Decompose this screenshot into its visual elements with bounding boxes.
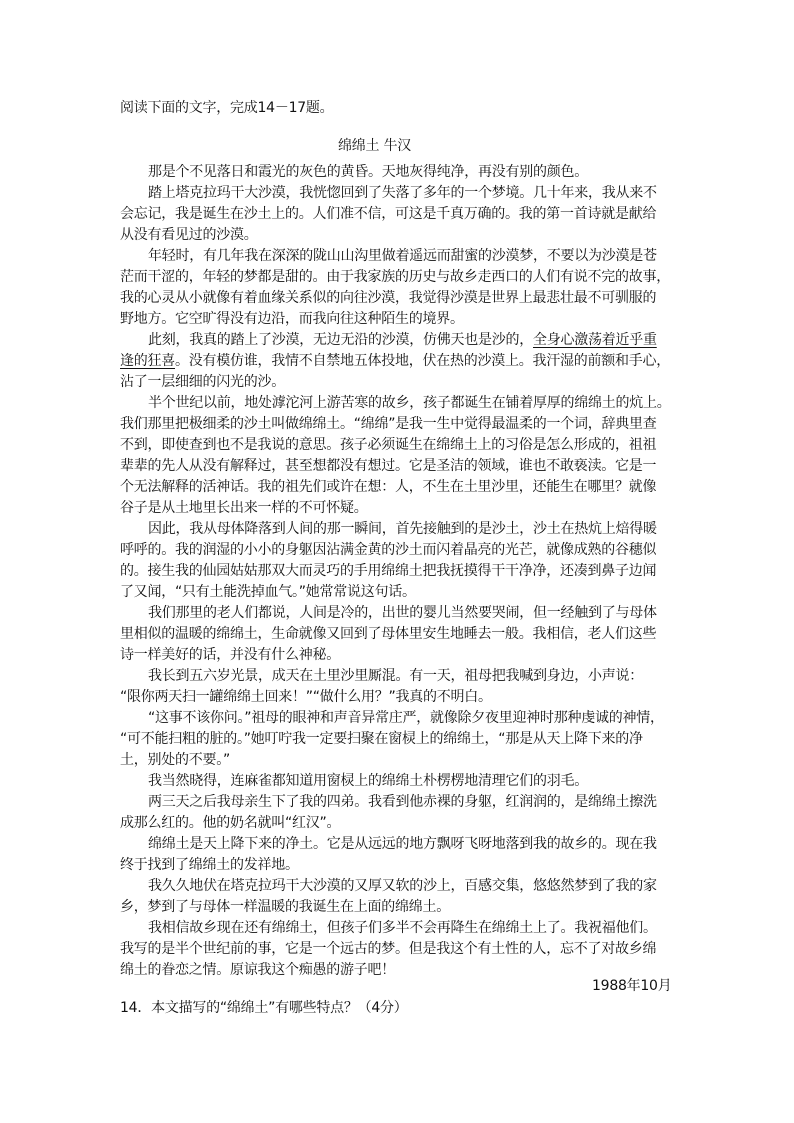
paragraph-line: 茫而干涩的，年轻的梦都是甜的。由于我家族的历史与故乡走西口的人们有说不完的故事， (120, 269, 670, 285)
paragraph-line: 踏上塔克拉玛干大沙漠，我恍惚回到了失落了多年的一个梦境。几十年来，我从来不 (148, 185, 657, 201)
paragraph-line: 两三天之后我母亲生下了我的四弟。我看到他赤裸的身躯，红润润的，是绵绵土擦洗 (148, 794, 657, 810)
paragraph-line (148, 330, 657, 350)
paragraph-line: “这事不该你问。”祖母的眼神和声音异常庄严，就像除夕夜里迎神时那种虔诚的神情， (148, 710, 664, 726)
paragraph-line: 我们那里把极细柔的沙土叫做绵绵土。“绵绵”是我一生中觉得最温柔的一个词，辞典里查 (120, 416, 657, 432)
paragraph-line: 我长到五六岁光景，成天在土里沙里厮混。有一天，祖母把我喊到身边，小声说： (148, 668, 643, 684)
paragraph-line: 谷子是从土地里长出来一样的不可怀疑。 (120, 500, 368, 516)
paragraph-line: 野地方。它空旷得没有边沿，而我向往这种陌生的境界。 (120, 311, 464, 327)
paragraph-line: 的。接生我的仙园姑姑那双大而灵巧的手用绵绵土把我抚摸得干干净净，还凑到鼻子边闻 (120, 563, 657, 579)
paragraph-line: 我久久地伏在塔克拉玛干大沙漠的又厚又软的沙上，百感交集，悠悠然梦到了我的家 (148, 878, 657, 894)
paragraph-line: 我写的是半个世纪前的事，它是一个远古的梦。但是我这个有土性的人，忘不了对故乡绵 (120, 941, 657, 957)
paragraph-line: 因此，我从母体降落到人间的那一瞬间，首先接触到的是沙土，沙土在热炕上焙得暖 (148, 521, 657, 537)
paragraph-line: 不到，即使查到也不是我说的意思。孩子必须诞生在绵绵土上的习俗是怎么形成的，祖祖 (120, 437, 657, 453)
paragraph-line: 我当然晓得，连麻雀都知道用窗棂上的绵绵土朴楞楞地清理它们的羽毛。 (148, 773, 588, 789)
paragraph-line: 土，别处的不要。” (120, 752, 231, 768)
paragraph-line: 那是个不见落日和霞光的灰色的黄昏。天地灰得纯净，再没有别的颜色。 (148, 164, 588, 180)
paragraph-line: 绵绵土是天上降下来的净土。它是从远远的地方飘呀飞呀地落到我的故乡的。现在我 (148, 836, 657, 852)
paragraph-line: 会忘记，我是诞生在沙土上的。人们准不信，可这是千真万确的。我的第一首诗就是献给 (120, 206, 657, 222)
paragraph-line: 我们那里的老人们都说，人间是冷的，出世的婴儿当然要哭闹，但一经触到了与母体 (148, 605, 657, 621)
underlined-phrase: 逢的狂喜 (120, 353, 175, 369)
text-run: 此刻，我真的踏上了沙漠，无边无沿的沙漠，仿佛天也是沙的， (148, 332, 533, 348)
paragraph-line: 呼呼的。我的润湿的小小的身躯因沾满金黄的沙土而闪着晶亮的光芒，就像成熟的谷穗似 (120, 542, 657, 558)
paragraph-line: 从没有看见过的沙漠。 (120, 227, 258, 243)
paragraph-line: 我相信故乡现在还有绵绵土，但孩子们多半不会再降生在绵绵土上了。我祝福他们。 (148, 920, 657, 936)
article-date: 1988年10月 (592, 978, 672, 994)
text-run: 。没有模仿谁，我情不自禁地五体投地，伏在热的沙漠上。我汗湿的前额和手心， (175, 353, 670, 369)
paragraph-line: 半个世纪以前，地处滹沱河上游苦寒的故乡，孩子都诞生在铺着厚厚的绵绵土的炕上。 (148, 395, 671, 411)
paragraph-line: 成那么红的。他的奶名就叫“红汉”。 (120, 815, 341, 831)
paragraph-line: 终于找到了绵绵土的发祥地。 (120, 857, 299, 873)
article-title: 绵绵土 牛汉 (338, 138, 411, 154)
paragraph-line: 绵土的眷恋之情。原谅我这个痴愚的游子吧！ (120, 962, 395, 978)
paragraph-line: 了又闻，“只有土能洗掉血气。”她常常说这句话。 (120, 584, 416, 600)
paragraph-line: 年轻时，有几年我在深深的陇山山沟里做着遥远而甜蜜的沙漠梦，不要以为沙漠是苍 (148, 248, 657, 264)
underlined-phrase: 全身心激荡着近乎重 (533, 332, 657, 348)
paragraph-line (120, 351, 670, 371)
paragraph-line: “可不能扫粗的脏的。”她叮咛我一定要扫聚在窗棂上的绵绵土，“那是从天上降下来的净 (120, 731, 643, 747)
intro-text: 阅读下面的文字，完成14－17题。 (120, 100, 334, 116)
question-14: 14．本文描写的“绵绵土”有哪些特点？（4分） (120, 1000, 408, 1016)
paragraph-line: 我的心灵从小就像有着血缘关系似的向往沙漠，我觉得沙漠是世界上最悲壮最不可驯服的 (120, 290, 657, 306)
paragraph-line: 沾了一层细细的闪光的沙。 (120, 374, 285, 390)
paragraph-line: 里相似的温暖的绵绵土，生命就像又回到了母体里安生地睡去一般。我相信，老人们这些 (120, 626, 657, 642)
paragraph-line: 诗一样美好的话，并没有什么神秘。 (120, 647, 340, 663)
paragraph-line: 辈辈的先人从没有解释过，甚至想都没有想过。它是圣洁的领域，谁也不敢亵渎。它是一 (120, 458, 657, 474)
paragraph-line: 乡，梦到了与母体一样温暖的我诞生在上面的绵绵土。 (120, 899, 450, 915)
paragraph-line: 个无法解释的活神话。我的祖先们或许在想：人，不生在土里沙里，还能生在哪里？就像 (120, 479, 657, 495)
paragraph-line: “限你两天扫一罐绵绵土回来！”“做什么用？”我真的不明白。 (120, 689, 492, 705)
